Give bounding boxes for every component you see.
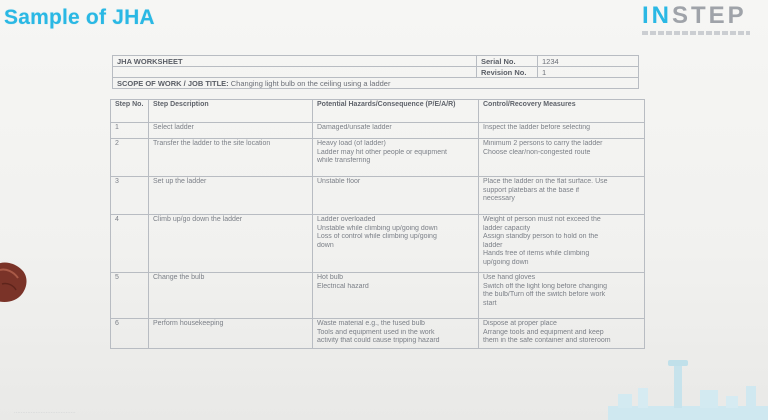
hazard-line: down: [317, 241, 334, 249]
hazard-line: Hot bulb: [317, 274, 344, 281]
scope-cell: [113, 78, 639, 89]
step-number: 4: [111, 215, 149, 273]
step-description: Set up the ladder: [149, 177, 313, 215]
step-number: 3: [111, 177, 149, 215]
hazard-cell: [313, 215, 479, 273]
header-blank: [113, 67, 477, 78]
hazard-cell: [313, 273, 479, 319]
logo-tagline-line: [642, 31, 750, 35]
control-line: Arrange tools and equipment and keep: [483, 328, 604, 336]
control-line: Place the ladder on the flat surface. Use: [483, 178, 608, 185]
hazard-line: Waste material e.g., the fused bulb: [317, 320, 425, 327]
jha-table: [110, 99, 645, 349]
hazard-cell: [313, 139, 479, 177]
table-row: [111, 177, 645, 215]
table-row: [111, 215, 645, 273]
step-description: Change the bulb: [149, 273, 313, 319]
control-cell: [479, 215, 645, 273]
table-row: [111, 123, 645, 139]
col-header-step-description: Step Description: [149, 100, 313, 123]
step-description: Select ladder: [149, 123, 313, 139]
step-description: Climb up/go down the ladder: [149, 215, 313, 273]
control-line: up/going down: [483, 258, 529, 266]
control-line: ladder: [483, 241, 503, 249]
control-line: support platebars at the base if: [483, 186, 580, 194]
worksheet-label: JHA WORKSHEET: [113, 56, 477, 67]
hazard-line: Heavy load (of ladder): [317, 140, 386, 147]
slide-title: Sample of JHA: [4, 6, 155, 29]
hazard-line: Electrical hazard: [317, 282, 369, 290]
logo-accent: IN: [642, 2, 672, 29]
control-cell: [479, 177, 645, 215]
step-number: 1: [111, 123, 149, 139]
control-line: start: [483, 299, 497, 307]
hazard-line: Unstable floor: [317, 178, 361, 185]
revision-value: 1: [538, 67, 639, 78]
col-header-controls: Control/Recovery Measures: [479, 100, 645, 123]
control-line: Minimum 2 persons to carry the ladder: [483, 140, 603, 147]
skyline-graphic: [608, 350, 768, 420]
control-line: Inspect the ladder before selecting: [483, 124, 591, 131]
scope-label: SCOPE OF WORK / JOB TITLE:: [117, 78, 229, 88]
hazard-cell: [313, 123, 479, 139]
col-header-hazards: Potential Hazards/Consequence (P/E/A/R): [313, 100, 479, 123]
hazard-line: Ladder overloaded: [317, 216, 376, 223]
control-line: them in the safe container and storeroom: [483, 337, 611, 344]
table-row: [111, 319, 645, 349]
hazard-line: while transferring: [317, 157, 371, 164]
control-cell: [479, 139, 645, 177]
control-line: Use hand gloves: [483, 274, 536, 281]
table-row: [111, 139, 645, 177]
logo-text: [642, 2, 762, 30]
scope-value: Changing light bulb on the ceiling using a ladder: [230, 78, 391, 88]
hazard-line: Loss of control while climbing up/going: [317, 233, 437, 240]
control-cell: [479, 123, 645, 139]
hazard-line: Ladder may hit other people or equipment: [317, 148, 447, 156]
instep-logo: [642, 2, 762, 35]
header-row-3: [113, 78, 639, 89]
control-line: Assign standby person to hold on the: [483, 233, 599, 240]
serial-label: Serial No.: [477, 56, 538, 67]
step-description: Transfer the ladder to the site location: [149, 139, 313, 177]
step-number: 5: [111, 273, 149, 319]
header-row-2: [113, 67, 639, 78]
presenter-hand: [0, 258, 34, 306]
hazard-line: activity that could cause tripping hazard: [317, 337, 440, 344]
hazard-cell: [313, 177, 479, 215]
col-header-step-no: Step No.: [111, 100, 149, 123]
control-line: Dispose at proper place: [483, 320, 557, 327]
header-row-1: [113, 56, 639, 67]
control-line: the bulb/Turn off the switch before work: [483, 291, 606, 298]
revision-label: Revision No.: [477, 67, 538, 78]
hazard-cell: [313, 319, 479, 349]
table-header-row: [111, 100, 645, 123]
logo-rest: STEP: [672, 2, 747, 29]
footer-line: ·····································: [14, 410, 76, 416]
step-number: 2: [111, 139, 149, 177]
control-cell: [479, 273, 645, 319]
control-line: Weight of person must not exceed the: [483, 216, 601, 223]
hazard-line: Damaged/unsafe ladder: [317, 124, 392, 131]
table-row: [111, 273, 645, 319]
table-body: [111, 123, 645, 349]
step-description: Perform housekeeping: [149, 319, 313, 349]
worksheet-header: [112, 55, 639, 89]
hazard-line: Unstable while climbing up/going down: [317, 224, 438, 232]
step-number: 6: [111, 319, 149, 349]
hazard-line: Tools and equipment used in the work: [317, 328, 435, 336]
control-line: necessary: [483, 195, 515, 202]
serial-value: 1234: [538, 56, 639, 67]
control-cell: [479, 319, 645, 349]
control-line: ladder capacity: [483, 224, 531, 232]
control-line: Switch off the light long before changing: [483, 282, 608, 290]
control-line: Choose clear/non-congested route: [483, 148, 591, 156]
control-line: Hands free of items while climbing: [483, 250, 590, 257]
